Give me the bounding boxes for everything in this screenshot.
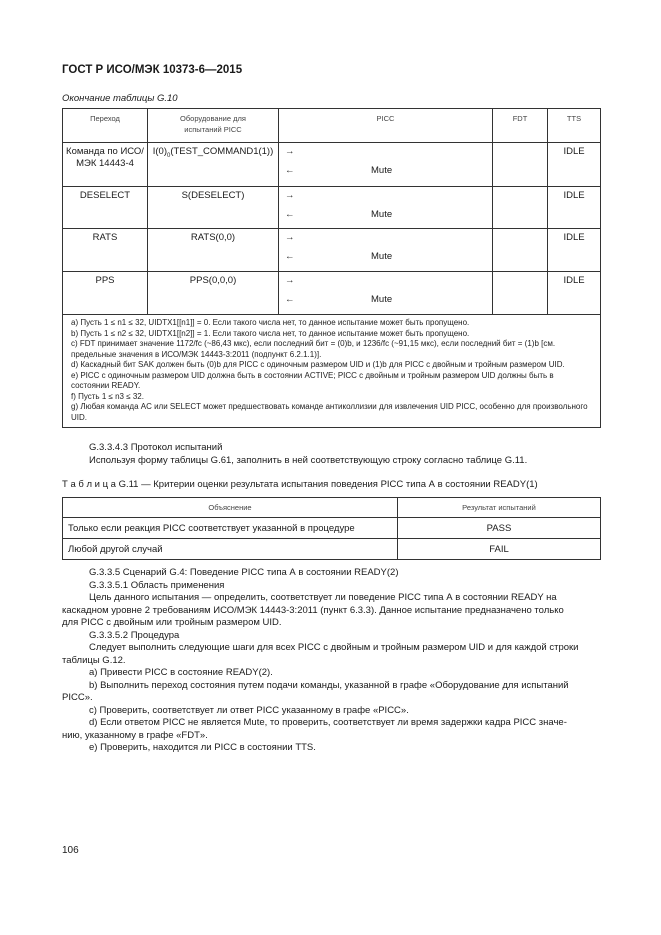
cell-equipment: S(DESELECT) <box>148 187 279 229</box>
cell-tts: IDLE <box>548 187 601 229</box>
cell-explanation: Любой другой случай <box>63 539 398 560</box>
body-line: Цель данного испытания — определить, соответствует ли поведение PICC типа А в состоянии READY на <box>89 592 557 603</box>
section-g3343 <box>62 442 600 467</box>
cell-result: FAIL <box>398 539 601 560</box>
table-header-row <box>63 498 601 518</box>
table-footnotes <box>63 315 601 428</box>
footnote-d: d) Каскадный бит SAK должен быть (0)b для PICC с одиночным размером UID и (1)b для PICC с двойным и тройным размером UID. <box>71 360 565 369</box>
footnote-b: b) Пусть 1 ≤ n2 ≤ 32, UIDTX1[[n2]] = 1. Если такого числа нет, то данное испытание может быть пропущено. <box>71 328 470 338</box>
arrow-right-icon: → <box>285 190 295 201</box>
col-header-explanation: Объяснение <box>63 498 398 518</box>
table-g11 <box>62 497 601 560</box>
table-row <box>63 518 601 539</box>
cell-tts: IDLE <box>548 272 601 315</box>
arrow-left-icon: ← <box>285 165 295 176</box>
body-line: G.3.3.5.1 Область применения <box>89 579 225 591</box>
cell-tts: IDLE <box>548 143 601 187</box>
cell-fdt <box>493 229 548 272</box>
cell-result: PASS <box>398 518 601 539</box>
arrow-left-icon: ← <box>285 209 295 220</box>
body-line: c) Проверить, соответствует ли ответ PICC указанному в графе «PICC». <box>89 704 409 716</box>
col-header-result: Результат испытаний <box>398 498 601 518</box>
picc-response: Mute <box>371 165 393 176</box>
col-header-picc: PICC <box>279 109 493 143</box>
footnote-g: g) Любая команда AC или SELECT может предшествовать команде антиколлизии для извлечения UID PICC, особенно для произвольного UID. <box>71 402 588 422</box>
cell-picc <box>279 187 493 229</box>
table-row <box>63 229 601 272</box>
table-g10 <box>62 108 601 428</box>
cell-fdt <box>493 272 548 315</box>
cell-picc <box>279 272 493 315</box>
body-line: для PICC с двойным или тройным размером UID. <box>62 617 282 628</box>
footnote-f: f) Пусть 1 ≤ n3 ≤ 32. <box>71 391 144 401</box>
footnote-c: c) FDT принимает значение 1172/fc (~86,43 мкс), если последний бит = (0)b, и 1236/fc (~91,15 мкс), если последний бит = (1)b [см. предельные значения в ИСО/МЭК 14443-3:2011 (подпункт 6.2.1.1)]. <box>71 339 556 359</box>
cell-equipment: $I(0)_0(TEST\_COMMAND1(1))$ <box>148 143 279 187</box>
cell-transition: DESELECT <box>63 187 148 229</box>
section-text: Используя форму таблицы G.61, заполнить в ней соответствующую строку согласно таблице G.11. <box>89 454 528 466</box>
body-line: таблицы G.12. <box>62 654 126 666</box>
arrow-right-icon: → <box>285 275 295 286</box>
cell-equipment: RATS(0,0) <box>148 229 279 272</box>
footnote-a: a) Пусть 1 ≤ n1 ≤ 32, UIDTX1[[n1]] = 0. Если такого числа нет, то данное испытание может быть пропущено. <box>71 318 470 327</box>
arrow-right-icon: → <box>285 232 295 243</box>
col-header-equipment: Оборудование для испытаний PICC <box>148 109 279 143</box>
col-header-tts: TTS <box>548 109 601 143</box>
body-line: G.3.3.5 Сценарий G.4: Поведение PICC типа А в состоянии READY(2) <box>89 567 399 578</box>
cell-fdt <box>493 143 548 187</box>
body-text <box>62 567 600 755</box>
cell-transition: RATS <box>63 229 148 272</box>
arrow-left-icon: ← <box>285 294 295 305</box>
body-line: a) Привести PICC в состояние READY(2). <box>89 667 273 678</box>
footnote-e: e) PICC с одиночным размером UID должна быть в состоянии ACTIVE; PICC с двойным и тройным размером UID должны быть в состоянии READY. <box>71 370 554 390</box>
document-header: ГОСТ Р ИСО/МЭК 10373-6—2015 <box>62 64 243 76</box>
section-title: G.3.3.4.3 Протокол испытаний <box>89 442 223 453</box>
col-header-transition: Переход <box>63 109 148 143</box>
body-line: G.3.3.5.2 Процедура <box>89 629 180 641</box>
cell-explanation: Только если реакция PICC соответствует указанной в процедуре <box>63 518 398 539</box>
arrow-left-icon: ← <box>285 251 295 262</box>
table-row <box>63 539 601 560</box>
cell-transition: PPS <box>63 272 148 315</box>
table-row <box>63 187 601 229</box>
body-line: b) Выполнить переход состояния путем подачи команды, указанной в графе «Оборудование для испытаний <box>89 679 569 691</box>
table-header-row <box>63 109 601 143</box>
cell-fdt <box>493 187 548 229</box>
table-notes-row <box>63 315 601 428</box>
cell-picc <box>279 229 493 272</box>
table-row <box>63 143 601 187</box>
cell-picc <box>279 143 493 187</box>
body-line: e) Проверить, находится ли PICC в состоянии TTS. <box>89 742 316 753</box>
cell-transition: Команда по ИСО/МЭК 14443-4 <box>63 143 148 187</box>
cell-equipment: PPS(0,0,0) <box>148 272 279 315</box>
body-line: Следует выполнить следующие шаги для всех PICC с двойным и тройным размером UID и для каждой строки <box>89 642 579 653</box>
body-line: d) Если ответом PICC не является Mute, то проверить, соответствует ли время задержки кадра PICC значе- <box>89 717 567 728</box>
body-line: нию, указанному в графе «FDT». <box>62 729 208 741</box>
table-row <box>63 272 601 315</box>
picc-response: Mute <box>371 209 393 220</box>
picc-response: Mute <box>371 251 393 262</box>
table-g10-caption: Окончание таблицы G.10 <box>62 93 178 104</box>
table-g11-caption: Т а б л и ц а G.11 — Критерии оценки результата испытания поведения PICC типа А в состоянии READY(1) <box>62 479 538 490</box>
cell-tts: IDLE <box>548 229 601 272</box>
arrow-right-icon: → <box>285 146 295 157</box>
col-header-fdt: FDT <box>493 109 548 143</box>
page-number: 106 <box>62 845 79 856</box>
body-line: каскадном уровне 2 требованиям ИСО/МЭК 14443-3:2011 (пункт 6.3.3). Данное испытание предназначено только <box>62 604 564 616</box>
picc-response: Mute <box>371 294 393 305</box>
body-line: PICC». <box>62 692 93 703</box>
